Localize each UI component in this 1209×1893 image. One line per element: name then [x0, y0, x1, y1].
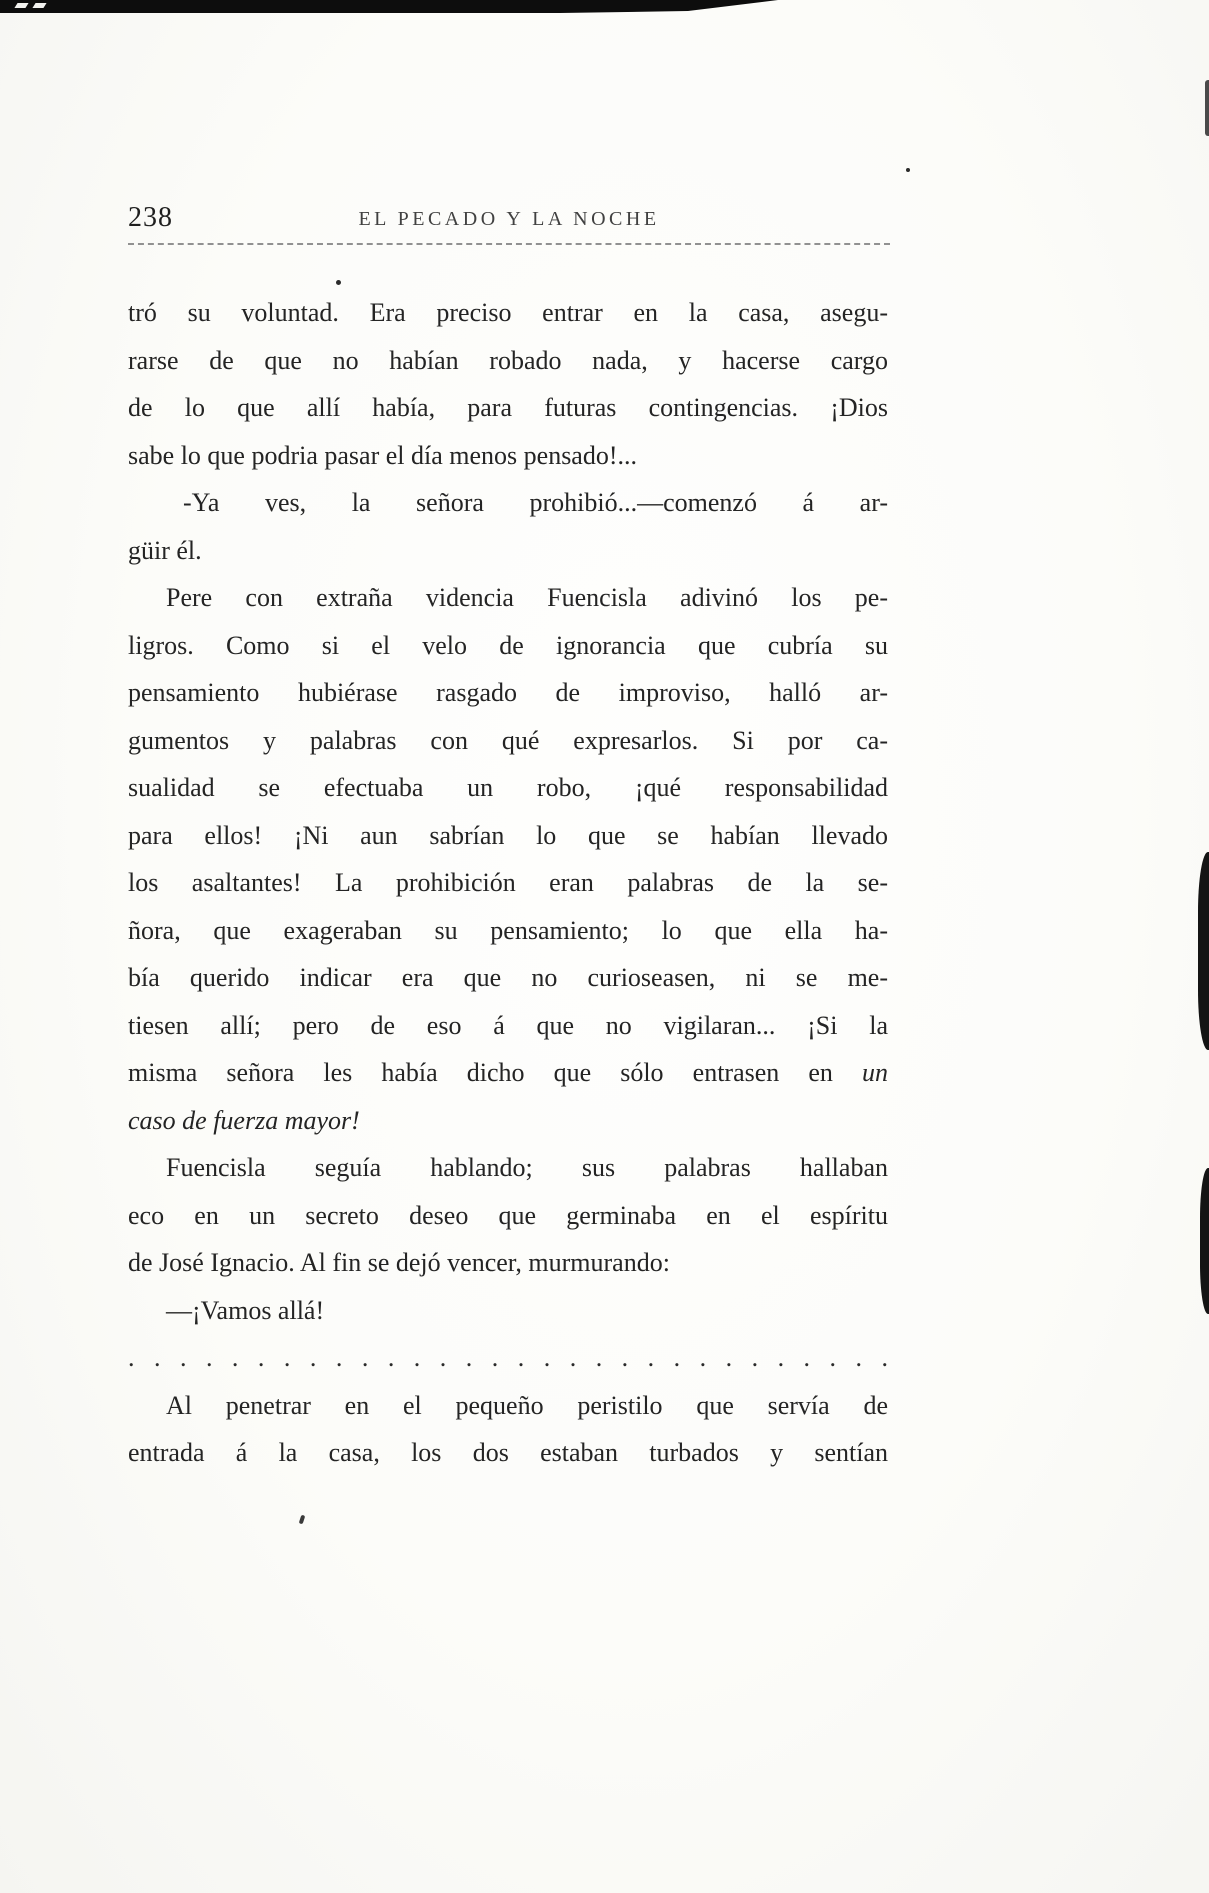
text-line-13	[128, 859, 888, 907]
text-line-16	[128, 1002, 888, 1050]
text-line-7	[128, 574, 888, 622]
text-segment: pensamiento hubiérase rasgado de improviso, halló ar-	[128, 678, 888, 707]
text-segment: tiesen allí; pero de eso á que no vigilaran... ¡Si la	[128, 1010, 888, 1040]
text-line-4	[128, 432, 888, 480]
text-segment: güir él.	[128, 535, 202, 565]
text-line-24	[128, 1382, 888, 1430]
text-line-5	[128, 479, 888, 527]
text-segment: de José Ignacio. Al fin se dejó vencer, murmurando:	[128, 1248, 670, 1277]
text-line-21	[128, 1239, 888, 1287]
text-segment: ñora, que exageraban su pensamiento; lo que ella ha-	[128, 915, 888, 945]
text-segment: gumentos y palabras con qué expresarlos. Si por ca-	[128, 725, 888, 755]
header-rule	[128, 243, 890, 245]
text-segment: para ellos! ¡Ni aun sabrían lo que se habían llevado	[128, 820, 888, 850]
body-text	[128, 289, 888, 1477]
dotted-separator	[128, 1334, 888, 1382]
text-line-3	[128, 384, 888, 432]
text-line-9	[128, 669, 888, 717]
text-line-6	[128, 527, 888, 575]
text-segment: bía querido indicar era que no curioseasen, ni se me-	[128, 963, 888, 992]
text-segment: . . . . . . . . . . . . . . . . . . . . . . . . . . . . . .	[128, 1343, 888, 1372]
text-line-25	[128, 1429, 888, 1477]
text-line-1	[128, 289, 888, 337]
text-segment: rarse de que no habían robado nada, y hacerse cargo	[128, 345, 888, 375]
text-segment: entrada á la casa, los dos estaban turbados y sentían	[128, 1438, 888, 1467]
text-line-20	[128, 1192, 888, 1240]
text-segment: los asaltantes! La prohibición eran palabras de la se-	[128, 868, 888, 897]
text-segment: tró su voluntad. Era preciso entrar en la casa, asegu-	[128, 298, 888, 327]
text-line-12	[128, 812, 888, 860]
text-segment: de lo que allí había, para futuras contingencias. ¡Dios	[128, 393, 888, 422]
text-line-14	[128, 907, 888, 955]
text-line-2	[128, 337, 888, 385]
text-line-11	[128, 764, 888, 812]
scan-artifact-dot	[906, 168, 910, 172]
text-segment: sabe lo que podria pasar el día menos pensado!...	[128, 440, 638, 470]
text-line-18	[128, 1097, 888, 1145]
running-title: EL PECADO Y LA NOCHE	[358, 208, 660, 230]
text-segment: Fuencisla seguía hablando; sus palabras hallaban	[166, 1153, 888, 1182]
text-segment: —¡Vamos allá!	[166, 1295, 325, 1325]
text-segment: ligros. Como si el velo de ignorancia que cubría su	[128, 630, 888, 660]
scan-artifact-stray-mark	[299, 1515, 306, 1525]
text-segment: -Ya ves, la señora prohibió...—comenzó á ar-	[183, 488, 888, 517]
scan-artifact-dot	[336, 280, 341, 285]
scan-artifact-top-bar	[0, 0, 778, 13]
italic-text-segment: caso de fuerza mayor!	[128, 1105, 360, 1135]
italic-text-segment: un	[862, 1058, 888, 1087]
scan-artifact-white-dash	[32, 3, 46, 8]
text-line-22	[128, 1287, 888, 1335]
text-segment: Al penetrar en el pequeño peristilo que servía de	[166, 1390, 888, 1420]
text-segment: Pere con extraña videncia Fuencisla adivinó los pe-	[166, 583, 888, 612]
page-header	[128, 202, 890, 238]
scan-artifact-edge-mark	[1205, 80, 1209, 136]
text-line-17	[128, 1049, 888, 1097]
scan-artifact-edge-mark	[1200, 1168, 1209, 1314]
text-line-15	[128, 954, 888, 1002]
page-number: 238	[128, 202, 173, 233]
text-segment: eco en un secreto deseo que germinaba en el espíritu	[128, 1200, 888, 1230]
text-line-19	[128, 1144, 888, 1192]
scan-artifact-edge-mark	[1198, 852, 1209, 1050]
text-line-10	[128, 717, 888, 765]
scan-artifact-white-dash	[14, 3, 28, 8]
text-line-8	[128, 622, 888, 670]
text-segment: sualidad se efectuaba un robo, ¡qué responsabilidad	[128, 773, 888, 802]
text-segment: misma señora les había dicho que sólo entrasen en	[128, 1058, 862, 1087]
